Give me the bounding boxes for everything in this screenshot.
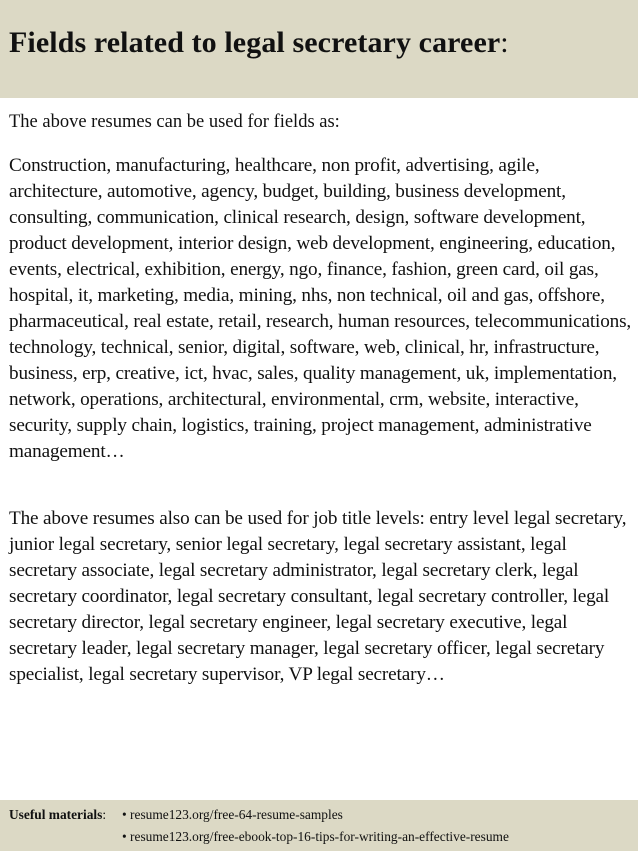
- footer-label: [9, 807, 122, 823]
- resume-samples-link[interactable]: • resume123.org/free-64-resume-samples: [122, 807, 343, 822]
- footer-label-colon: :: [102, 807, 107, 822]
- page-title-text: Fields related to legal secretary career: [9, 26, 501, 59]
- title-banner: [0, 0, 638, 98]
- useful-materials-footer: [0, 800, 638, 851]
- page-title: [9, 26, 638, 60]
- footer-row-2: [9, 826, 638, 848]
- fields-paragraph: Construction, manufacturing, healthcare, non profit, advertising, agile, architecture, automotive, agency, budget, building, business development, consulting, communication, clinical research, design, software development, product development, interior design, web development, engineering, education, events, electrical, exhibition, energy, ngo, finance, fashion, green card, oil gas, hospital, it, marketing, media, mining, nhs, non technical, oil and gas, offshore, pharmaceutical, real estate, retail, research, human resources, telecommunications, technology, technical, senior, digital, software, web, clinical, hr, infrastructure, business, erp, creative, ict, hvac, sales, quality management, uk, implementation, network, operations, architectural, environmental, crm, website, interactive, security, supply chain, logistics, training, project management, administrative management…: [9, 155, 632, 462]
- job-levels-paragraph: The above resumes also can be used for job title levels: entry level legal secretary, junior legal secretary, senior legal secretary, legal secretary assistant, legal secretary associate, legal secretary administrator, legal secretary clerk, legal secretary coordinator, legal secretary consultant, legal secretary controller, legal secretary director, legal secretary engineer, legal secretary executive, legal secretary leader, legal secretary manager, legal secretary officer, legal secretary specialist, legal secretary supervisor, VP legal secretary…: [9, 508, 627, 685]
- intro-text: The above resumes can be used for fields as:: [9, 112, 340, 132]
- ebook-tips-link[interactable]: • resume123.org/free-ebook-top-16-tips-for-writing-an-effective-resume: [122, 829, 509, 844]
- footer-label-text: Useful materials: [9, 807, 103, 822]
- page-title-colon: :: [500, 26, 509, 59]
- footer-row-1: [9, 804, 638, 826]
